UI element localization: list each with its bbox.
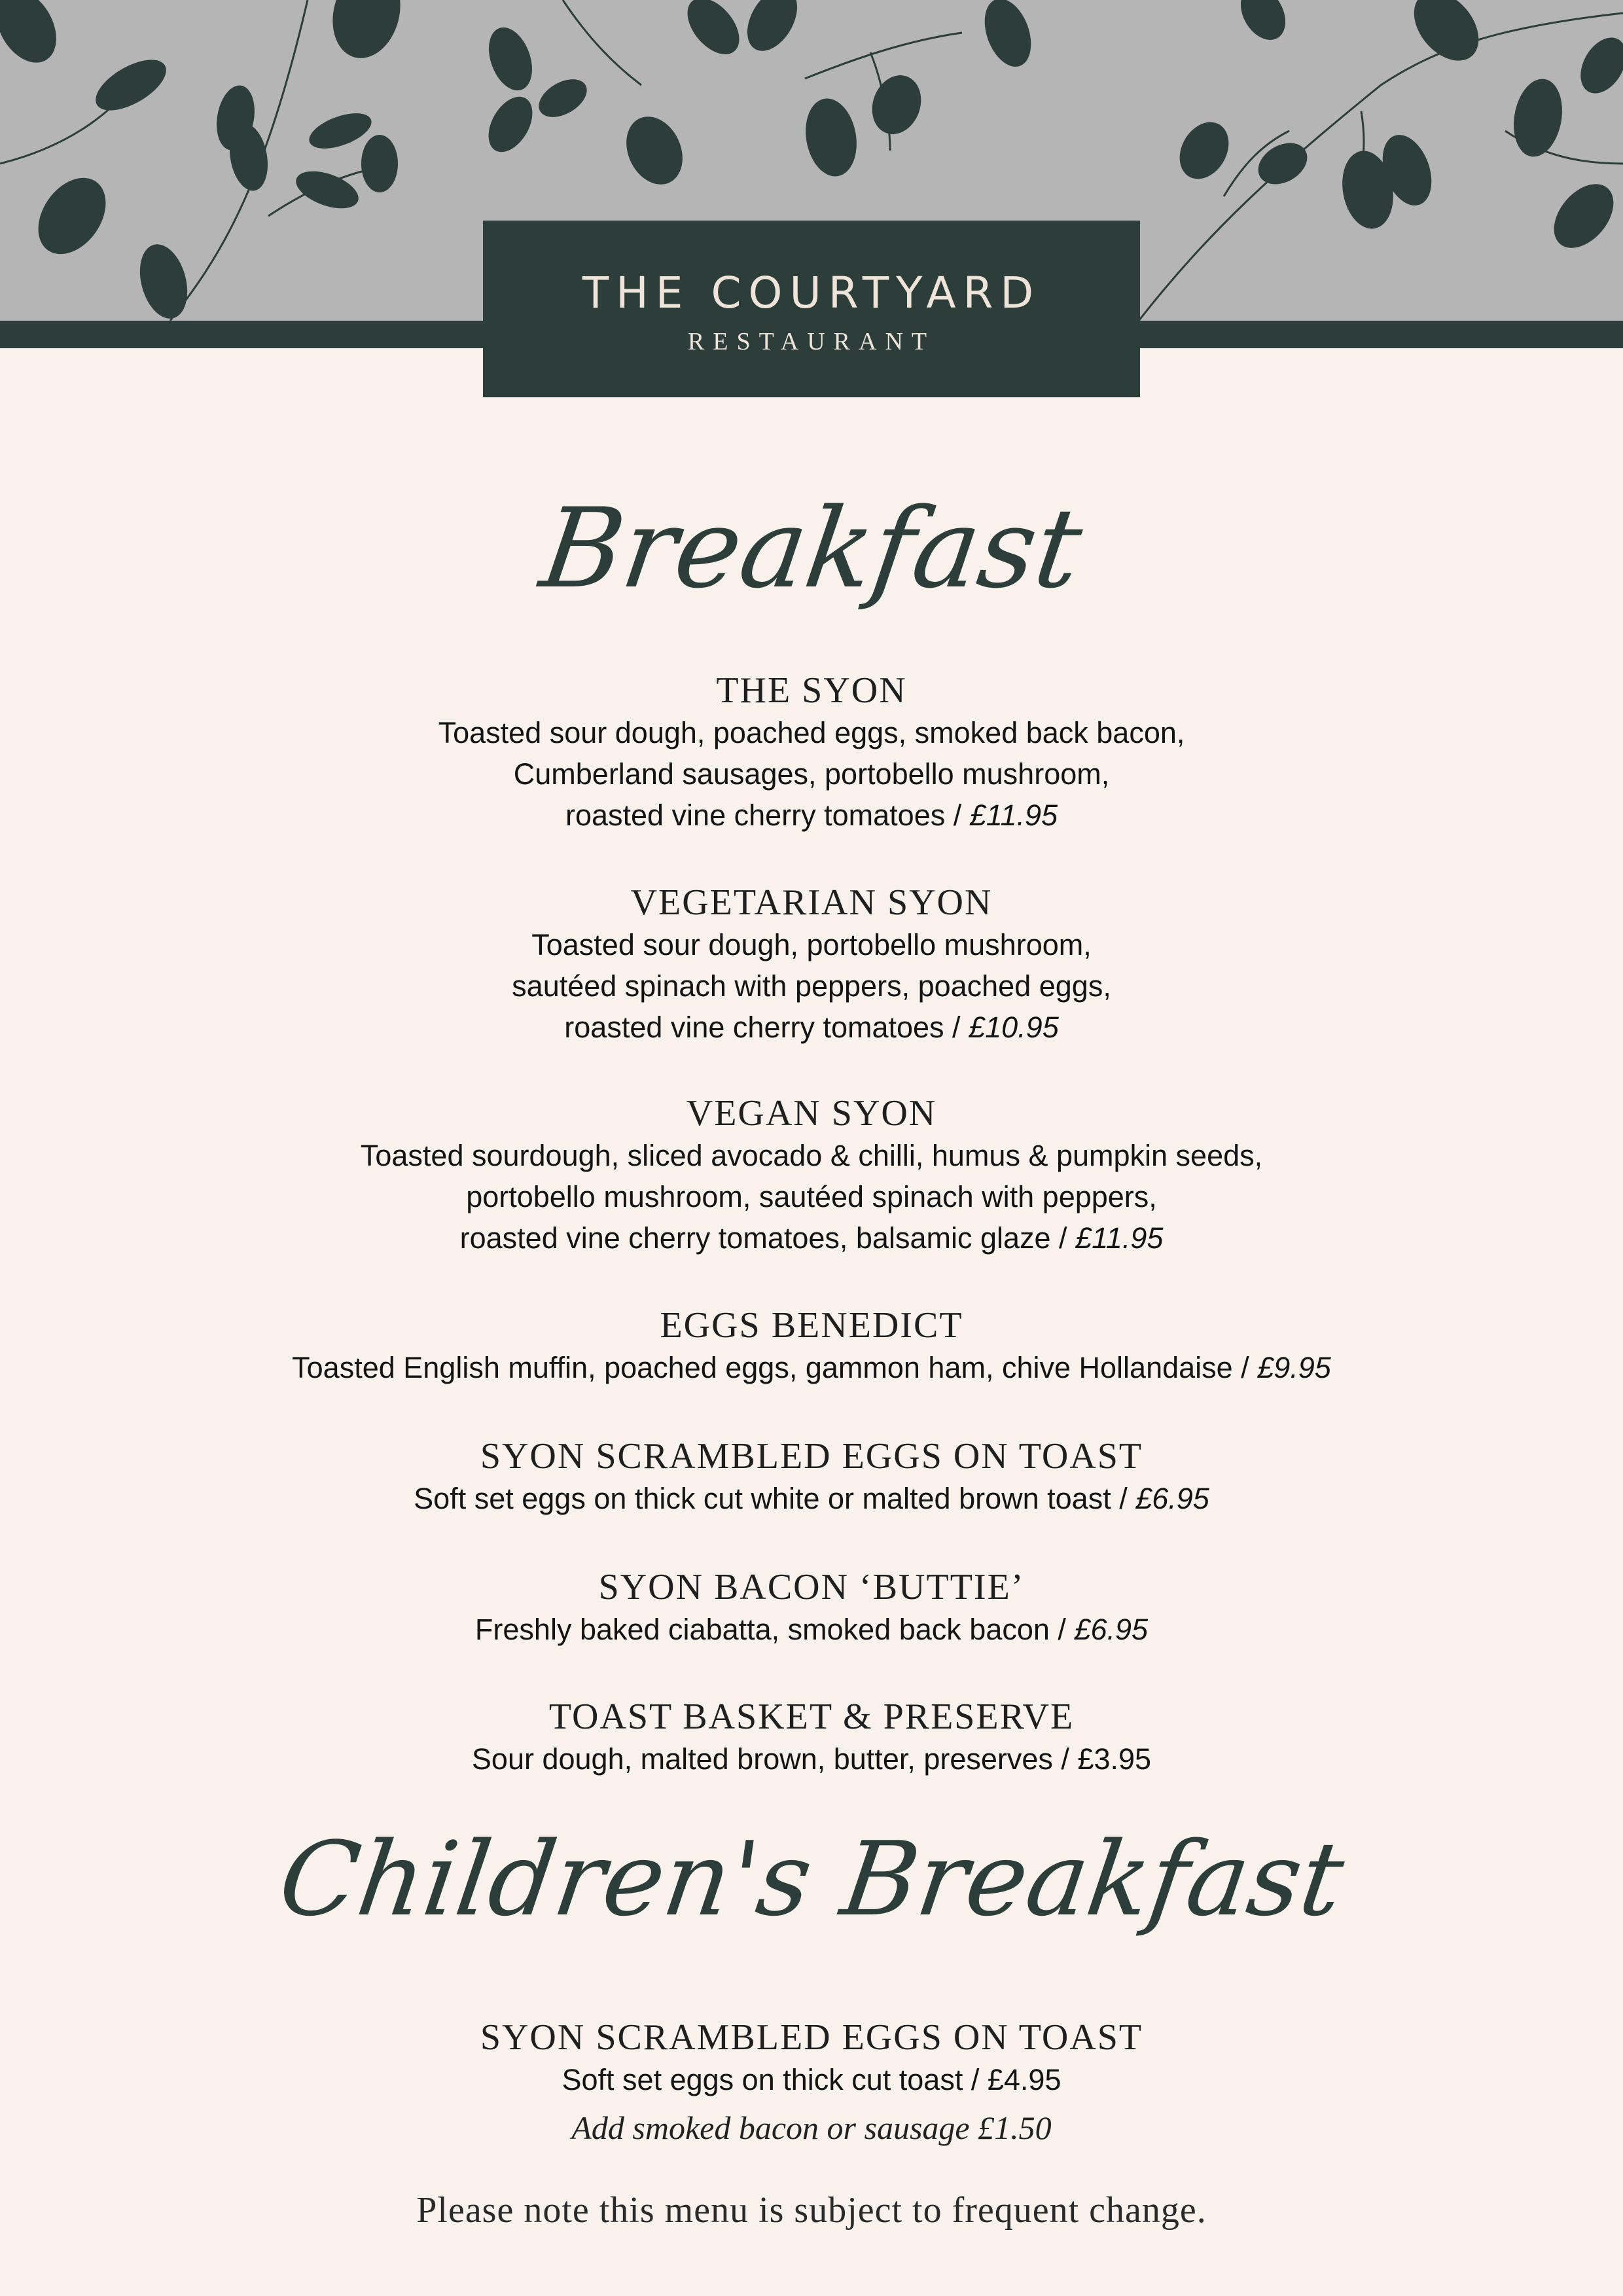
item-price: £4.95 [987, 2063, 1061, 2096]
logo-subtitle: RESTAURANT [687, 328, 936, 355]
item-name: VEGETARIAN SYON [630, 882, 993, 923]
item-name: THE SYON [716, 670, 907, 711]
menu-item [0, 881, 1623, 1048]
logo-title: THE COURTYARD [582, 268, 1041, 318]
footer-note: Please note this menu is subject to frequent change. [416, 2190, 1207, 2231]
item-price: £11.95 [969, 798, 1058, 832]
item-name: SYON SCRAMBLED EGGS ON TOAST [480, 1436, 1143, 1477]
menu-item [0, 1435, 1623, 1519]
addon-note: Add smoked bacon or sausage £1.50 [571, 2109, 1052, 2146]
breakfast-heading: Breakfast [533, 484, 1090, 613]
item-name: TOAST BASKET & PRESERVE [548, 1696, 1075, 1737]
item-price: £10.95 [969, 1011, 1059, 1044]
item-description: Soft set eggs on thick cut white or malted brown toast / £6.95 [414, 1482, 1209, 1515]
item-price: £11.95 [1075, 1221, 1164, 1255]
item-description: Soft set eggs on thick cut toast / £4.95 [562, 2063, 1061, 2096]
item-price: £3.95 [1077, 1742, 1152, 1776]
item-name: SYON BACON ‘BUTTIE’ [598, 1567, 1025, 1607]
item-description: Toasted sour dough, portobello mushroom, sautéed spinach with peppers, poached eggs, roasted vine cherry tomatoes / £10.95 [512, 928, 1111, 1044]
menu-item [0, 669, 1623, 836]
item-description: Freshly baked ciabatta, smoked back bacon / £6.95 [474, 1613, 1149, 1646]
menu-item [0, 2016, 1623, 2100]
item-description: Toasted sourdough, sliced avocado & chilli, humus & pumpkin seeds, portobello mushroom, sautéed spinach with peppers, roasted vine cherry tomatoes, balsamic glaze / £11.95 [360, 1139, 1263, 1255]
childrens-breakfast-heading: Children's Breakfast [272, 1820, 1351, 1939]
item-description: Toasted sour dough, poached eggs, smoked back bacon, Cumberland sausages, portobello mushroom, roasted vine cherry tomatoes / £11.95 [438, 716, 1185, 832]
menu-item [0, 1092, 1623, 1259]
restaurant-logo [483, 221, 1140, 397]
item-name: EGGS BENEDICT [660, 1305, 963, 1346]
item-description: Toasted English muffin, poached eggs, gammon ham, chive Hollandaise / £9.95 [292, 1351, 1331, 1384]
item-name: VEGAN SYON [686, 1093, 937, 1134]
item-price: £6.95 [1135, 1482, 1209, 1515]
menu-item [0, 1566, 1623, 1650]
menu-item [0, 1695, 1623, 1780]
item-description: Sour dough, malted brown, butter, preserves / £3.95 [471, 1742, 1152, 1776]
menu-item [0, 1304, 1623, 1388]
item-name: SYON SCRAMBLED EGGS ON TOAST [480, 2017, 1143, 2058]
item-price: £6.95 [1074, 1613, 1149, 1646]
item-price: £9.95 [1257, 1351, 1331, 1384]
